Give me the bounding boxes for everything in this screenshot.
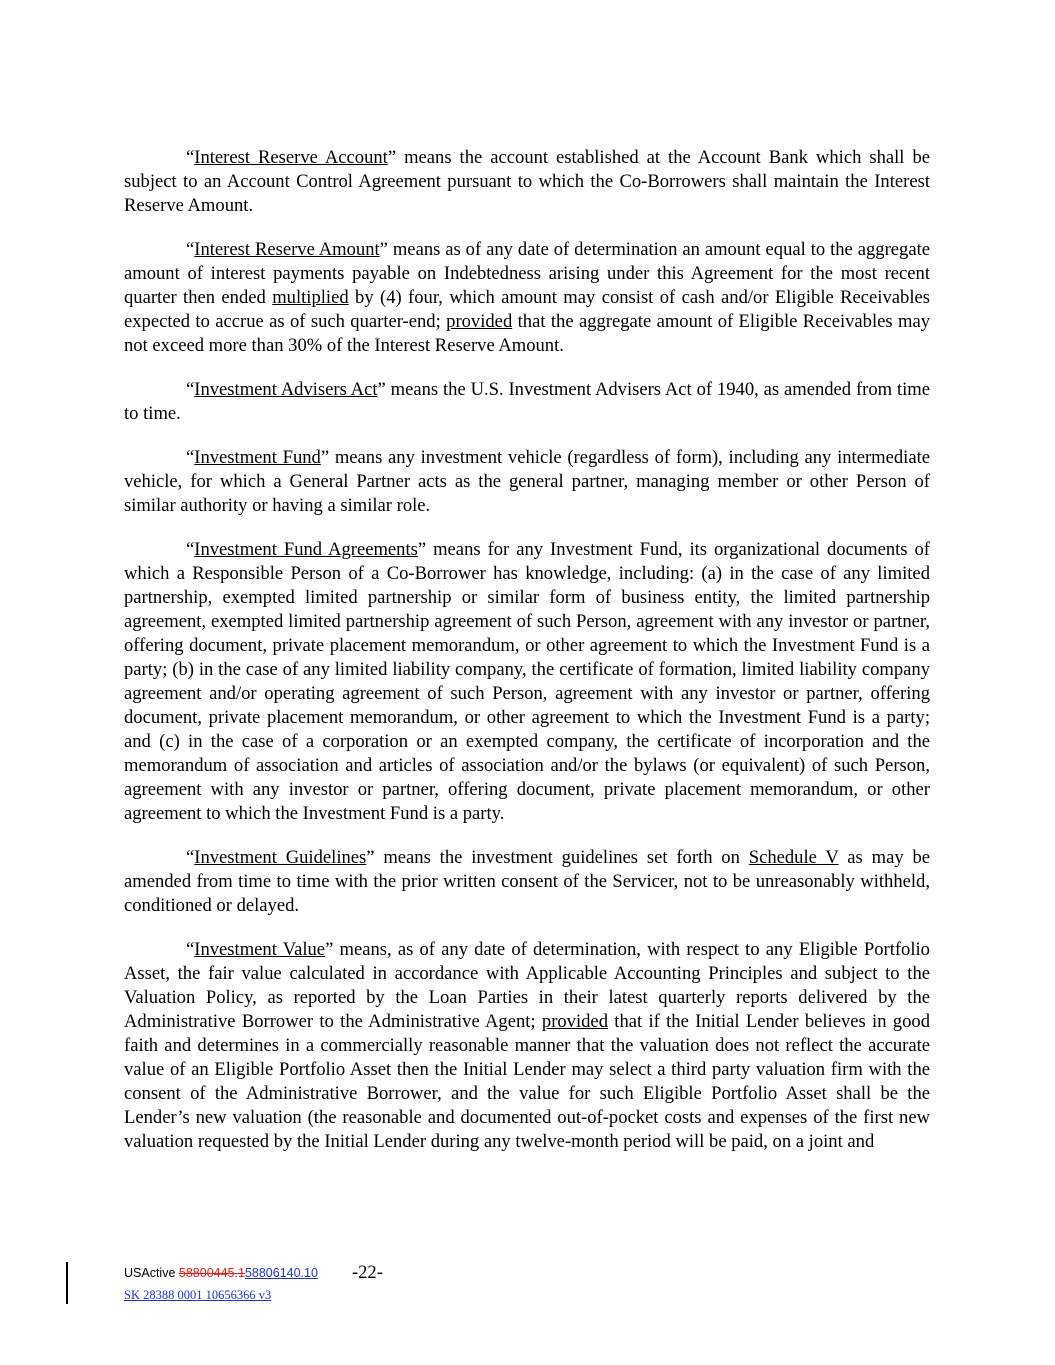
underlined-term: provided: [541, 1011, 608, 1032]
definition-text: “: [186, 847, 195, 868]
definition-text: ” means the account established at the Account Bank which shall be subject to an Account Control Agreement pursuant to which the Co-Borrowers shall maintain the Interest Reserve Amount.: [124, 147, 930, 216]
definition-text: “: [186, 939, 195, 960]
definition-text: by (4) four, which amount may consist of cash and/or Eligible Receivables expected to accrue as of such quarter-end;: [124, 287, 930, 332]
page-number: -22-: [351, 1262, 383, 1283]
deleted-doc-id: 58800445.1: [178, 1266, 245, 1280]
definition-text: ” means the U.S. Investment Advisers Act of 1940, as amended from time to time.: [124, 379, 930, 424]
document-id-line: [124, 1264, 524, 1281]
definition-text: “: [186, 379, 195, 400]
sk-reference[interactable]: SK 28388 0001 10656366 v3: [124, 1288, 272, 1302]
definition-paragraph: [124, 238, 930, 358]
definition-text: that if the Initial Lender believes in good faith and determines in a commercially reasonable manner that the valuation does not reflect the accurate value of an Eligible Portfolio Asset then the Initial Lender may select a third party valuation firm with the consent of the Administrative Borrower, and the value for such Eligible Portfolio Asset shall be the Lender’s new valuation (the reasonable and documented out-of-pocket costs and expenses of the first new valuation requested by the Initial Lender during any twelve-month period will be paid, on a joint and: [124, 1011, 930, 1152]
underlined-term: Investment Fund Agreements: [194, 539, 418, 560]
underlined-term: provided: [446, 311, 513, 332]
change-bar: [66, 1262, 68, 1304]
footer: [124, 1264, 524, 1303]
definition-text: ” means as of any date of determination an amount equal to the aggregate amount of interest payments payable on Indebtedness arising under this Agreement for the most recent quarter then ended: [124, 239, 930, 308]
definition-text: “: [186, 239, 195, 260]
underlined-term: multiplied: [272, 287, 349, 308]
definition-text: ” means for any Investment Fund, its organizational documents of which a Responsible Person of a Co-Borrower has knowledge, including: (a) in the case of any limited partnership, exempted limited partnership or similar form of business entity, the limited partnership agreement, exempted limited partnership agreement of such Person, agreement with any investor or partner, offering document, private placement memorandum, or other agreement to which the Investment Fund is a party; (b) in the case of any limited liability company, the certificate of formation, limited liability company agreement and/or operating agreement of such Person, agreement with any investor or partner, offering document, private placement memorandum, or other agreement to which the Investment Fund is a party; and (c) in the case of a corporation or an exempted company, the certificate of incorporation and the memorandum of association and articles of association and/or the bylaws (or equivalent) of such Person, agreement with any investor or partner, offering document, private placement memorandum, or other agreement to which the Investment Fund is a party.: [124, 539, 930, 824]
definition-text: ” means, as of any date of determination, with respect to any Eligible Portfolio Asset, the fair value calculated in accordance with Applicable Accounting Principles and subject to the Valuation Policy, as reported by the Loan Parties in their latest quarterly reports delivered by the Administrative Borrower to the Administrative Agent;: [124, 939, 930, 1032]
underlined-term: Interest Reserve Amount: [194, 239, 380, 260]
definition-paragraph: [124, 446, 930, 518]
definition-paragraph: [124, 938, 930, 1154]
definition-text: as may be amended from time to time with the prior written consent of the Servicer, not to be unreasonably withheld, conditioned or delayed.: [124, 847, 930, 916]
doc-id-prefix: USActive: [124, 1266, 179, 1280]
underlined-term: Investment Advisers Act: [194, 379, 378, 400]
inserted-doc-id[interactable]: 58806140.10: [244, 1266, 318, 1280]
definition-paragraph: [124, 538, 930, 826]
underlined-term: Investment Guidelines: [194, 847, 367, 868]
definition-text: “: [186, 447, 195, 468]
underlined-term: Interest Reserve Account: [194, 147, 388, 168]
underlined-term: Investment Value: [194, 939, 326, 960]
underlined-term: Schedule V: [748, 847, 839, 868]
definition-text: ” means the investment guidelines set forth on: [366, 847, 749, 868]
underlined-term: Investment Fund: [194, 447, 321, 468]
definition-paragraph: [124, 378, 930, 426]
definition-text: “: [186, 147, 195, 168]
definition-paragraph: [124, 846, 930, 918]
definition-text: “: [186, 539, 195, 560]
definition-text: ” means any investment vehicle (regardless of form), including any intermediate vehicle, for which a General Partner acts as the general partner, managing member or other Person of similar authority or having a similar role.: [124, 447, 931, 516]
definition-paragraph: [124, 146, 930, 218]
document-body: [124, 146, 930, 1174]
definition-text: that the aggregate amount of Eligible Receivables may not exceed more than 30% of the Interest Reserve Amount.: [124, 311, 930, 356]
